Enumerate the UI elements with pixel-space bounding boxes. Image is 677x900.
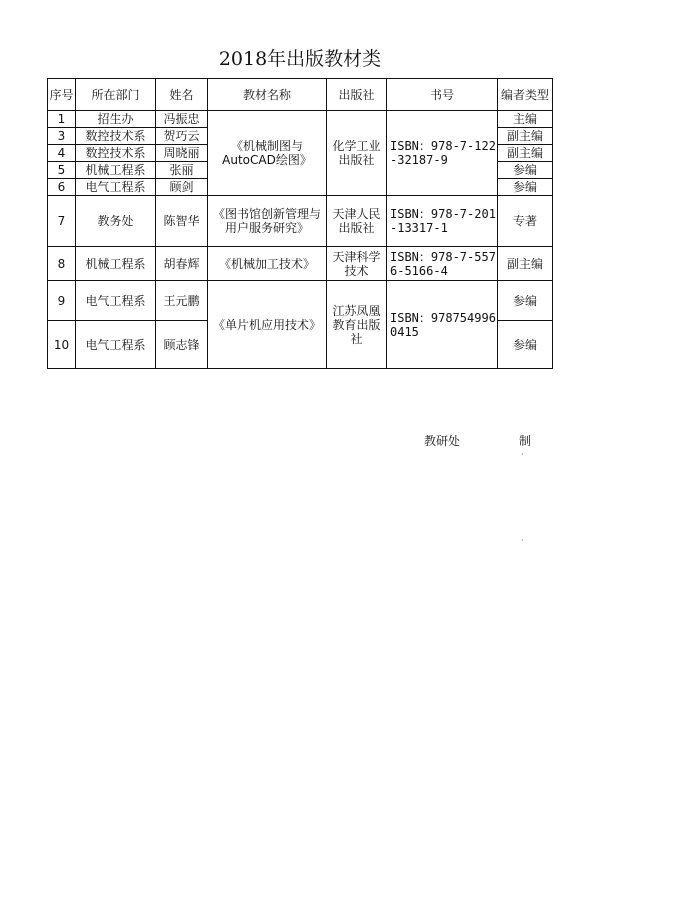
book-title-cell: 《单片机应用技术》 bbox=[208, 281, 327, 369]
seq-cell: 7 bbox=[48, 196, 76, 247]
seq-cell: 6 bbox=[48, 179, 76, 196]
dept-cell: 电气工程系 bbox=[76, 321, 156, 369]
name-cell: 王元鹏 bbox=[156, 281, 208, 321]
seq-cell: 10 bbox=[48, 321, 76, 369]
role-cell: 参编 bbox=[498, 162, 553, 179]
role-cell: 参编 bbox=[498, 321, 553, 369]
publisher-cell: 天津人民出版社 bbox=[327, 196, 387, 247]
name-cell: 冯振忠 bbox=[156, 111, 208, 128]
book-title-cell: 《机械加工技术》 bbox=[208, 247, 327, 281]
header-dept: 所在部门 bbox=[76, 79, 156, 111]
isbn-cell: ISBN：978-7-201-13317-1 bbox=[387, 196, 498, 247]
name-cell: 陈智华 bbox=[156, 196, 208, 247]
role-cell: 副主编 bbox=[498, 128, 553, 145]
role-cell: 主编 bbox=[498, 111, 553, 128]
name-cell: 顾剑 bbox=[156, 179, 208, 196]
dept-cell: 电气工程系 bbox=[76, 281, 156, 321]
header-name: 姓名 bbox=[156, 79, 208, 111]
seq-cell: 5 bbox=[48, 162, 76, 179]
footer-suffix: 制 bbox=[519, 434, 532, 448]
header-book: 教材名称 bbox=[208, 79, 327, 111]
dept-cell: 机械工程系 bbox=[76, 162, 156, 179]
scan-mark: · bbox=[521, 536, 524, 545]
publisher-cell: 化学工业出版社 bbox=[327, 111, 387, 196]
seq-cell: 4 bbox=[48, 145, 76, 162]
dept-cell: 数控技术系 bbox=[76, 128, 156, 145]
table-row bbox=[48, 196, 553, 247]
dept-cell: 电气工程系 bbox=[76, 179, 156, 196]
name-cell: 周晓丽 bbox=[156, 145, 208, 162]
role-cell: 副主编 bbox=[498, 145, 553, 162]
dept-cell: 数控技术系 bbox=[76, 145, 156, 162]
role-cell: 副主编 bbox=[498, 247, 553, 281]
seq-cell: 3 bbox=[48, 128, 76, 145]
table-row bbox=[48, 247, 553, 281]
seq-cell: 8 bbox=[48, 247, 76, 281]
isbn-cell: ISBN：9787549960415 bbox=[387, 281, 498, 369]
isbn-cell: ISBN：978-7-5576-5166-4 bbox=[387, 247, 498, 281]
name-cell: 贺巧云 bbox=[156, 128, 208, 145]
name-cell: 张丽 bbox=[156, 162, 208, 179]
footer-office: 教研处 bbox=[424, 434, 461, 448]
header-publisher: 出版社 bbox=[327, 79, 387, 111]
textbook-table bbox=[47, 78, 553, 369]
header-role: 编者类型 bbox=[498, 79, 553, 111]
isbn-cell: ISBN：978-7-122-32187-9 bbox=[387, 111, 498, 196]
role-cell: 参编 bbox=[498, 281, 553, 321]
role-cell: 专著 bbox=[498, 196, 553, 247]
name-cell: 胡春辉 bbox=[156, 247, 208, 281]
header-seq: 序号 bbox=[48, 79, 76, 111]
document-title: 2018年出版教材类 bbox=[218, 48, 382, 70]
dept-cell: 机械工程系 bbox=[76, 247, 156, 281]
dept-cell: 招生办 bbox=[76, 111, 156, 128]
publisher-cell: 江苏凤凰教育出版社 bbox=[327, 281, 387, 369]
table-row bbox=[48, 111, 553, 128]
book-title-cell: 《机械制图与AutoCAD绘图》 bbox=[208, 111, 327, 196]
header-row bbox=[48, 79, 553, 111]
seq-cell: 1 bbox=[48, 111, 76, 128]
book-title-cell: 《图书馆创新管理与用户服务研究》 bbox=[208, 196, 327, 247]
header-isbn: 书号 bbox=[387, 79, 498, 111]
table-row bbox=[48, 281, 553, 321]
seq-cell: 9 bbox=[48, 281, 76, 321]
scan-mark: · bbox=[521, 450, 524, 459]
dept-cell: 教务处 bbox=[76, 196, 156, 247]
publisher-cell: 天津科学技术 bbox=[327, 247, 387, 281]
name-cell: 顾志锋 bbox=[156, 321, 208, 369]
role-cell: 参编 bbox=[498, 179, 553, 196]
